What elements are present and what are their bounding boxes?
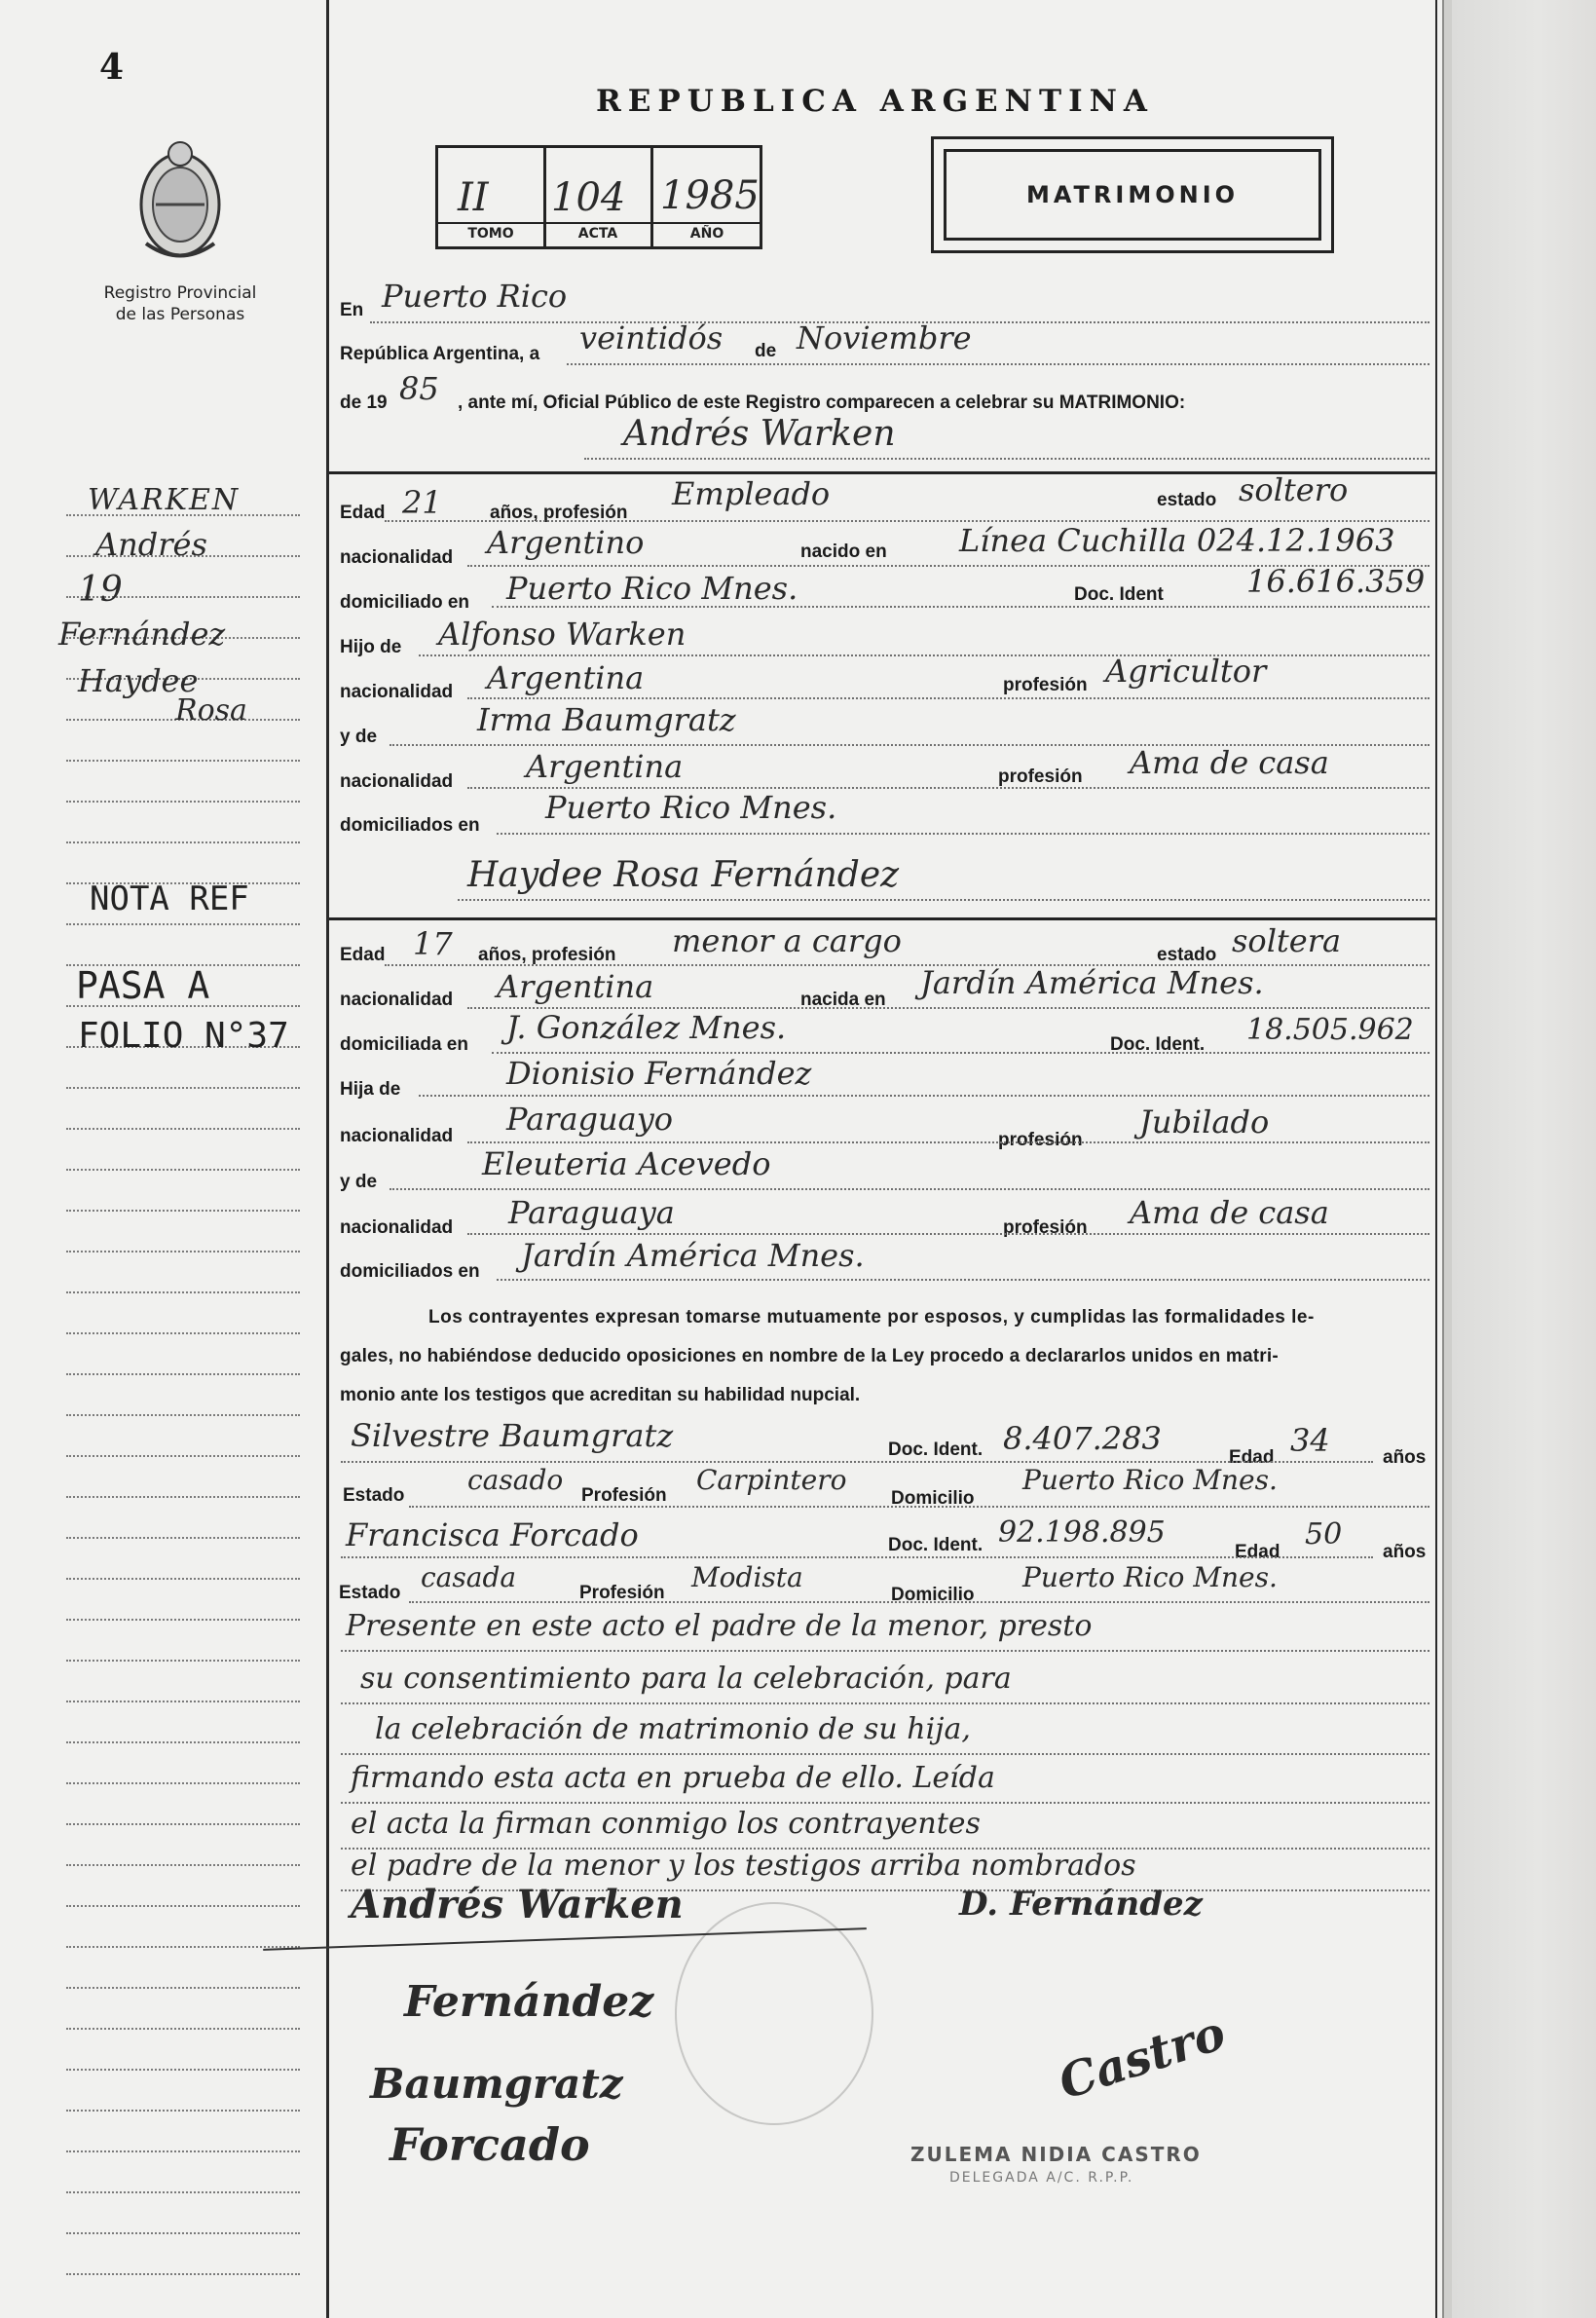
witness1-anos-label: años [1383, 1447, 1427, 1468]
margin-groom-surname: WARKEN [88, 483, 241, 517]
bride-hija-label: Hija de [340, 1079, 401, 1100]
de-label: de [755, 341, 777, 361]
act-type-box [931, 136, 1334, 253]
bride-anos-profesion: años, profesión [478, 945, 616, 965]
witness1-edad-value: 34 [1290, 1422, 1330, 1459]
margin-bride-surname: Fernández [58, 616, 226, 653]
bride-domiciliados-label: domiciliados en [340, 1261, 480, 1282]
bride-doc-value: 18.505.962 [1246, 1013, 1414, 1047]
right-margin-rule [1435, 0, 1437, 2318]
groom-y-de-label: y de [340, 727, 378, 747]
bride-domiciliada-label: domiciliada en [340, 1034, 468, 1055]
signature-witness2: Forcado [390, 2118, 590, 2171]
margin-numeral: 19 [78, 570, 123, 610]
coat-of-arms-icon [127, 136, 234, 273]
ano-label: AÑO [689, 226, 724, 242]
groom-mother-nac-value: Argentina [526, 748, 684, 785]
groom-anos-profesion: años, profesión [490, 503, 628, 523]
signature-groom: Andrés Warken [351, 1882, 684, 1927]
witness2-estado-label: Estado [339, 1583, 401, 1603]
groom-estado-label: estado [1157, 490, 1217, 510]
record-box [435, 145, 762, 249]
bride-edad-value: 17 [413, 925, 453, 962]
bride-estado-label: estado [1157, 945, 1217, 965]
declaration-line-1: Los contrayentes expresan tomarse mutuamente por esposos, y cumplidas las formalidades le- [428, 1307, 1315, 1327]
bride-mother-prof-value: Ama de casa [1130, 1194, 1329, 1231]
bride-y-de-label: y de [340, 1172, 378, 1192]
margin-folio: FOLIO N°37 [78, 1016, 289, 1056]
witness1-doc-value: 8.407.283 [1003, 1420, 1162, 1457]
day-value: veintidós [579, 319, 724, 356]
witness1-domicilio-label: Domicilio [891, 1488, 975, 1509]
margin-groom-name: Andrés [95, 526, 207, 563]
note-line-6: el padre de la menor y los testigos arriba nombrados [351, 1849, 1136, 1883]
signature-father: D. Fernández [959, 1885, 1203, 1924]
document-title: REPUBLICA ARGENTINA [596, 84, 1154, 119]
bride-nacida-label: nacida en [800, 990, 886, 1010]
witness1-profesion-value: Carpintero [696, 1464, 847, 1496]
ano-value: 1985 [660, 173, 760, 218]
year-value: 85 [399, 370, 439, 407]
bride-father-prof-value: Jubilado [1139, 1103, 1270, 1140]
witness2-doc-value: 92.198.895 [998, 1515, 1166, 1550]
bride-profesion-value: menor a cargo [672, 922, 902, 959]
groom-mother-nac-label: nacionalidad [340, 771, 454, 792]
margin-pasa: PASA A [76, 964, 210, 1007]
witness2-anos-label: años [1383, 1542, 1427, 1562]
bride-nacida-value: Jardín América Mnes. [920, 964, 1264, 1001]
witness2-domicilio-label: Domicilio [891, 1585, 975, 1605]
groom-father-prof-value: Agricultor [1105, 653, 1267, 690]
groom-nacido-value: Línea Cuchilla 024.12.1963 [959, 522, 1395, 559]
declaration-line-2: gales, no habiéndose deducido oposiciones en nombre de la Ley procedo a declararlos unidos en matri- [340, 1346, 1279, 1366]
bride-edad-label: Edad [340, 945, 386, 965]
left-margin-rule [326, 0, 329, 2318]
groom-domiciliados-label: domiciliados en [340, 815, 480, 836]
witness2-domicilio-value: Puerto Rico Mnes. [1022, 1561, 1278, 1593]
registry-line-2: de las Personas [115, 305, 245, 324]
month-value: Noviembre [797, 319, 972, 356]
bride-mother-value: Eleuteria Acevedo [482, 1145, 771, 1182]
groom-hijo-label: Hijo de [340, 637, 402, 657]
groom-father-prof-label: profesión [1003, 675, 1088, 695]
groom-edad-label: Edad [340, 503, 386, 523]
bride-father-value: Dionisio Fernández [506, 1055, 812, 1092]
witness2-name: Francisca Forcado [346, 1516, 639, 1553]
en-label: En [340, 300, 364, 320]
groom-full-name: Andrés Warken [623, 414, 896, 454]
note-line-2: su consentimiento para la celebración, para [360, 1662, 1012, 1696]
witness2-doc-label: Doc. Ident. [888, 1535, 984, 1555]
witness1-estado-value: casado [467, 1464, 564, 1496]
registry-name [88, 282, 273, 325]
groom-doc-value: 16.616.359 [1246, 563, 1426, 600]
groom-nacionalidad-value: Argentino [487, 524, 645, 561]
bride-domicilio-value: J. González Mnes. [506, 1009, 787, 1046]
page-number: 4 [99, 47, 125, 88]
groom-estado-value: soltero [1239, 471, 1349, 508]
official-name: ZULEMA NIDIA CASTRO [910, 2143, 1202, 2166]
note-line-3: la celebración de matrimonio de su hija, [375, 1712, 971, 1746]
groom-father-nac-label: nacionalidad [340, 682, 454, 702]
republica-label: República Argentina, a [340, 344, 540, 364]
groom-mother-prof-label: profesión [998, 766, 1083, 787]
groom-nacido-label: nacido en [800, 542, 887, 562]
bride-parents-dom-value: Jardín América Mnes. [521, 1237, 865, 1274]
groom-doc-label: Doc. Ident [1074, 584, 1164, 605]
bride-doc-label: Doc. Ident. [1110, 1034, 1206, 1055]
margin-bride-name-1: Haydee [78, 662, 199, 699]
tomo-value: II [458, 175, 489, 220]
groom-father-nac-value: Argentina [487, 659, 645, 696]
declaration-line-3: monio ante los testigos que acreditan su habilidad nupcial. [340, 1385, 861, 1405]
en-value: Puerto Rico [382, 278, 568, 315]
bride-mother-nac-label: nacionalidad [340, 1217, 454, 1238]
bride-nacionalidad-value: Argentina [497, 968, 654, 1005]
witness1-profesion-label: Profesión [581, 1485, 667, 1506]
note-line-1: Presente en este acto el padre de la menor, presto [346, 1609, 1093, 1643]
witness1-estado-label: Estado [343, 1485, 405, 1506]
groom-mother-prof-value: Ama de casa [1130, 744, 1329, 781]
witness1-domicilio-value: Puerto Rico Mnes. [1022, 1464, 1278, 1496]
section-rule [329, 917, 1435, 920]
intro-text: , ante mí, Oficial Público de este Registro comparecen a celebrar su MATRIMONIO: [458, 393, 1186, 413]
witness1-name: Silvestre Baumgratz [351, 1417, 674, 1454]
groom-profesion-value: Empleado [672, 475, 831, 512]
witness2-edad-label: Edad [1235, 1542, 1281, 1562]
groom-domicilio-value: Puerto Rico Mnes. [506, 570, 798, 607]
groom-father-value: Alfonso Warken [438, 616, 687, 653]
witness1-edad-label: Edad [1229, 1447, 1275, 1468]
signature-bride: Fernández [404, 1977, 654, 2027]
witness2-edad-value: 50 [1305, 1517, 1343, 1552]
margin-bride-name-2: Rosa [175, 693, 247, 728]
groom-domiciliado-label: domiciliado en [340, 592, 470, 613]
record-label-rule [438, 222, 760, 224]
bride-full-name: Haydee Rosa Fernández [467, 855, 900, 895]
witness2-profesion-value: Modista [691, 1561, 803, 1593]
note-line-5: el acta la firman conmigo los contrayentes [351, 1807, 981, 1841]
witness2-profesion-label: Profesión [579, 1583, 665, 1603]
groom-edad-value: 21 [402, 484, 442, 521]
note-line-4: firmando esta acta en prueba de ello. Leída [351, 1761, 995, 1795]
groom-nacionalidad-label: nacionalidad [340, 547, 454, 568]
act-type: MATRIMONIO [1025, 181, 1240, 208]
registry-line-1: Registro Provincial [103, 283, 257, 303]
acta-label: ACTA [577, 226, 618, 242]
witness2-estado-value: casada [421, 1561, 517, 1593]
bride-mother-nac-value: Paraguaya [508, 1194, 675, 1231]
signature-witness1: Baumgratz [370, 2060, 623, 2108]
bride-nacionalidad-label: nacionalidad [340, 990, 454, 1010]
year-label: de 19 [340, 393, 388, 413]
witness1-doc-label: Doc. Ident. [888, 1439, 984, 1460]
background-strip [1452, 0, 1596, 2318]
tomo-label: TOMO [467, 226, 514, 242]
bride-father-nac-value: Paraguayo [506, 1101, 674, 1138]
bride-father-prof-label: profesión [998, 1130, 1083, 1150]
margin-nota-ref: NOTA REF [90, 879, 249, 918]
bride-mother-prof-label: profesión [1003, 1217, 1088, 1238]
official-seal [675, 1902, 873, 2125]
bride-father-nac-label: nacionalidad [340, 1126, 454, 1146]
groom-mother-value: Irma Baumgratz [477, 701, 736, 738]
bride-estado-value: soltera [1232, 922, 1342, 959]
acta-value: 104 [551, 175, 626, 220]
groom-parents-dom-value: Puerto Rico Mnes. [545, 789, 837, 826]
official-title: DELEGADA A/C. R.P.P. [949, 2170, 1134, 2186]
signature-official: Castro [1052, 2005, 1233, 2111]
